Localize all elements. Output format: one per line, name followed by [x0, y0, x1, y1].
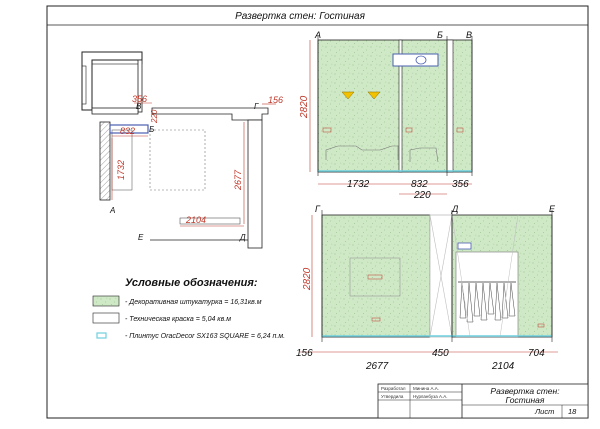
stamp-sheet-number: 18: [568, 407, 577, 416]
stamp-sheet-label: Лист: [535, 407, 555, 416]
plan-dim-220: 220: [150, 109, 159, 123]
elev1-dim-1732: 1732: [347, 179, 370, 190]
plan-partition: [92, 108, 138, 114]
plan-dim-2104: 2104: [186, 215, 207, 225]
legend-item-paint: - Техническая краска = 5,04 кв.м: [125, 316, 232, 323]
plan-dim-356: 356: [132, 94, 148, 104]
plan-table: [150, 130, 205, 190]
elev2-label-e: Е: [549, 204, 556, 214]
plan-dim-1732: 1732: [116, 159, 126, 180]
plan-label-g: Г: [254, 102, 259, 111]
elevation-g-d-e: [296, 204, 558, 372]
elev2-dim-2677: 2677: [366, 361, 389, 372]
stamp-developed-label: Разработал: [381, 386, 406, 391]
elev1-cabinet: [393, 54, 438, 66]
elev2-dim-450: 450: [432, 348, 449, 359]
title-block: [378, 384, 588, 418]
floor-plan: [82, 52, 283, 248]
elev2-label-d: Д: [452, 204, 459, 214]
elev2-wall-left-plaster: [322, 215, 430, 337]
plan-dim-156: 156: [268, 95, 284, 105]
plan-dim-2677: 2677: [233, 169, 243, 190]
legend-swatch-paint: [93, 313, 119, 323]
page-title: Развертка стен: Гостиная: [235, 11, 365, 22]
stamp-approved-name: Нурланбуза А.А.: [413, 394, 448, 399]
stamp-developed-name: Минина А.А.: [413, 386, 440, 391]
legend-item-plaster: - Декоративная штукатурка = 16,31кв.м: [125, 299, 262, 306]
elev2-dim-2104: 2104: [492, 361, 515, 372]
elev1-dim-height: 2820: [299, 95, 310, 118]
legend: [93, 277, 285, 340]
legend-item-plinth: - Плинтус OracDecor SX163 SQUARE = 6,24 п.м.: [125, 333, 286, 340]
plan-dim-832: 832: [120, 126, 136, 136]
elev1-dim-356: 356: [452, 179, 469, 190]
elev1-column-right: [447, 40, 453, 172]
plan-label-d: Д: [240, 233, 246, 242]
elev1-dim-220: 220: [414, 190, 431, 201]
plan-label-a: А: [110, 206, 116, 215]
plan-window-top: [92, 60, 142, 64]
elev2-dim-height: 2820: [302, 267, 313, 290]
elev2-wardrobe: [456, 252, 518, 337]
elev2-label-g: Г: [315, 204, 320, 214]
elev1-label-b: Б: [437, 30, 443, 40]
legend-swatch-plinth: [97, 333, 106, 338]
plan-upper-wall: [152, 108, 268, 120]
elev1-label-a: А: [315, 30, 322, 40]
plan-wall-left: [100, 122, 110, 200]
elev2-dim-704: 704: [528, 348, 545, 359]
legend-heading: Условные обозначения:: [125, 277, 258, 289]
stamp-approved-label: Утвердила: [381, 394, 404, 399]
plan-label-b: Б: [149, 125, 155, 134]
legend-swatch-plaster: [93, 296, 119, 306]
plan-label-v: В: [136, 102, 142, 111]
plan-wall-right: [248, 120, 262, 248]
elev2-wardrobe-light: [458, 243, 471, 249]
elevation-a-b-v: [299, 30, 472, 201]
plan-label-e: Е: [138, 233, 144, 242]
elev1-dim-832: 832: [411, 179, 428, 190]
stamp-sheet-title-2: Гостиная: [505, 395, 545, 405]
elev2-dim-156: 156: [296, 348, 313, 359]
stamp-sheet-title-1: Развертка стен:: [490, 386, 560, 396]
elev1-label-v: В: [466, 30, 473, 40]
